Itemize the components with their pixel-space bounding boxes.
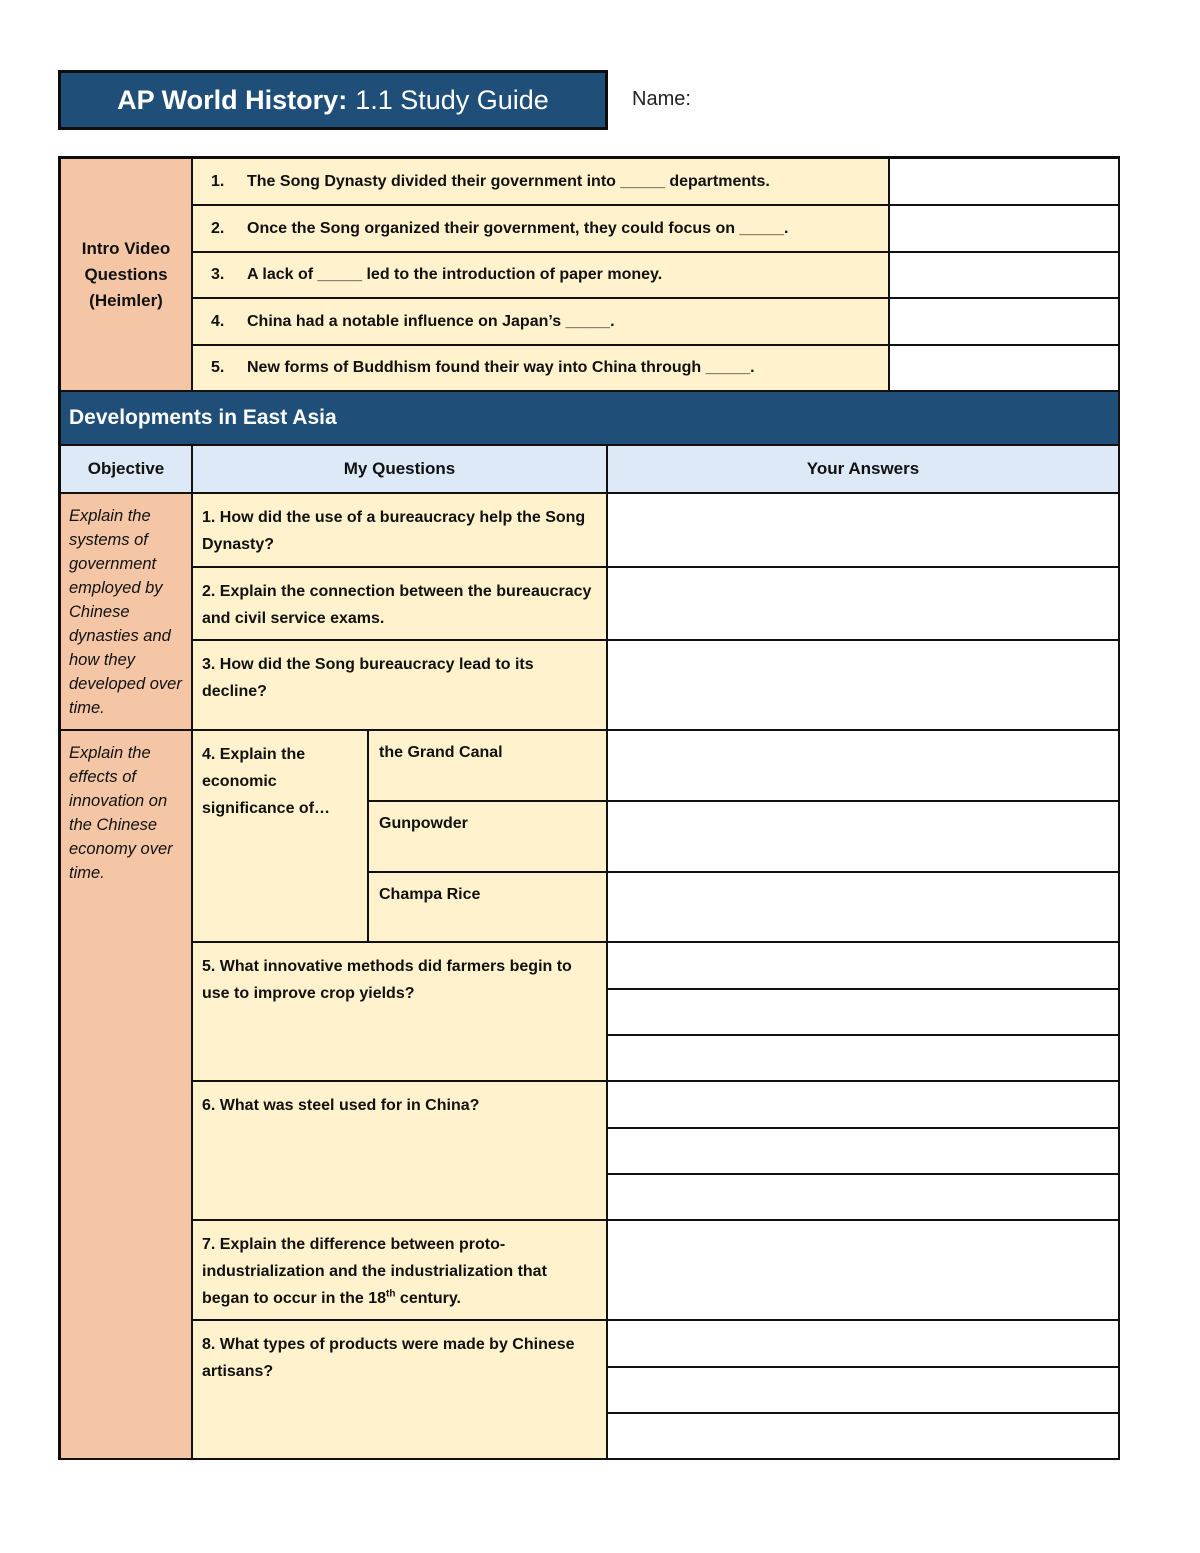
answer-4a[interactable] bbox=[608, 731, 1120, 802]
answer-7[interactable] bbox=[608, 1221, 1120, 1321]
question-2: 2. Explain the connection between the bureaucracy and civil service exams. bbox=[193, 568, 608, 641]
q4-item-grand-canal: the Grand Canal bbox=[369, 731, 608, 802]
intro-answer-3[interactable] bbox=[890, 253, 1120, 299]
question-7: 7. Explain the difference between proto-industrialization and the industrialization that began to occur in the 18th century. bbox=[193, 1221, 608, 1321]
intro-question-5: 5. New forms of Buddhism found their way into China through _____. bbox=[193, 346, 890, 392]
intro-label-cell bbox=[61, 159, 193, 392]
section-header bbox=[61, 392, 1120, 446]
answer-3[interactable] bbox=[608, 641, 1120, 731]
answer-5-line-2[interactable] bbox=[608, 990, 1120, 1036]
question-4: 4. Explain the economic significance of… bbox=[193, 731, 369, 943]
answer-8-line-1[interactable] bbox=[608, 1321, 1120, 1368]
answer-4c[interactable] bbox=[608, 873, 1120, 943]
intro-question-1: 1. The Song Dynasty divided their government into _____ departments. bbox=[193, 159, 890, 206]
page-title bbox=[58, 70, 608, 130]
intro-answer-4[interactable] bbox=[890, 299, 1120, 346]
title-rest: 1.1 Study Guide bbox=[355, 84, 549, 115]
col-head-answers: Your Answers bbox=[608, 446, 1120, 494]
answer-6-line-3[interactable] bbox=[608, 1175, 1120, 1221]
col-head-questions: My Questions bbox=[193, 446, 608, 494]
question-8: 8. What types of products were made by Chinese artisans? bbox=[193, 1321, 608, 1460]
answer-1[interactable] bbox=[608, 494, 1120, 568]
q4-item-gunpowder: Gunpowder bbox=[369, 802, 608, 873]
answer-6-line-2[interactable] bbox=[608, 1129, 1120, 1175]
intro-question-3: 3. A lack of _____ led to the introduction of paper money. bbox=[193, 253, 890, 299]
section-title: Developments in East Asia bbox=[69, 406, 337, 429]
question-6: 6. What was steel used for in China? bbox=[193, 1082, 608, 1221]
intro-answer-1[interactable] bbox=[890, 159, 1120, 206]
intro-question-2: 2. Once the Song organized their government, they could focus on _____. bbox=[193, 206, 890, 253]
answer-6-line-1[interactable] bbox=[608, 1082, 1120, 1129]
intro-answer-2[interactable] bbox=[890, 206, 1120, 253]
col-head-objective: Objective bbox=[61, 446, 193, 494]
objective-2: Explain the effects of innovation on the Chinese economy over time. bbox=[61, 731, 193, 1460]
answer-5-line-1[interactable] bbox=[608, 943, 1120, 990]
question-5: 5. What innovative methods did farmers begin to use to improve crop yields? bbox=[193, 943, 608, 1082]
intro-label: Intro Video Questions (Heimler) bbox=[81, 238, 171, 310]
question-1: 1. How did the use of a bureaucracy help the Song Dynasty? bbox=[193, 494, 608, 568]
answer-8-line-3[interactable] bbox=[608, 1414, 1120, 1460]
answer-4b[interactable] bbox=[608, 802, 1120, 873]
intro-question-4: 4. China had a notable influence on Japan’s _____. bbox=[193, 299, 890, 346]
answer-8-line-2[interactable] bbox=[608, 1368, 1120, 1414]
question-3: 3. How did the Song bureaucracy lead to its decline? bbox=[193, 641, 608, 731]
objective-1: Explain the systems of government employed by Chinese dynasties and how they developed over time. bbox=[61, 494, 193, 731]
study-guide-table bbox=[58, 156, 1120, 1460]
intro-answer-5[interactable] bbox=[890, 346, 1120, 392]
answer-5-line-3[interactable] bbox=[608, 1036, 1120, 1082]
title-bold: AP World History: bbox=[117, 84, 348, 115]
q4-item-champa-rice: Champa Rice bbox=[369, 873, 608, 943]
name-label: Name: bbox=[632, 88, 691, 110]
answer-2[interactable] bbox=[608, 568, 1120, 641]
